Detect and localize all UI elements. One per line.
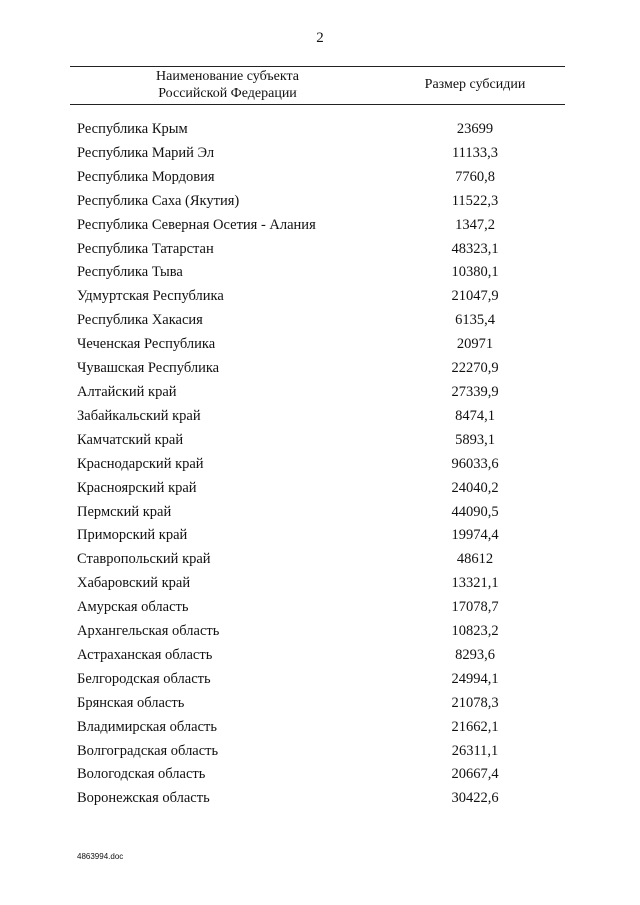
table-row <box>0 764 640 788</box>
region-name: Забайкальский край <box>77 407 201 424</box>
region-name: Владимирская область <box>77 718 217 735</box>
subsidy-amount: 44090,5 <box>451 503 499 520</box>
table-row <box>0 215 640 239</box>
column-header-region-name <box>70 68 385 102</box>
region-name: Амурская область <box>77 599 189 616</box>
region-name: Волгоградская область <box>77 742 219 759</box>
region-name: Ставропольский край <box>77 551 211 568</box>
table-row <box>0 645 640 669</box>
subsidy-amount: 10380,1 <box>451 264 499 281</box>
table-row <box>0 502 640 526</box>
region-name: Приморский край <box>77 527 188 544</box>
table-row <box>0 310 640 334</box>
table-row <box>0 358 640 382</box>
table-row <box>0 454 640 478</box>
region-name: Вологодская область <box>77 766 206 783</box>
subsidy-amount: 21662,1 <box>451 718 499 735</box>
subsidy-amount: 30422,6 <box>451 790 499 807</box>
subsidy-amount: 24994,1 <box>451 670 499 687</box>
document-footer-code: 4863994.doc <box>77 852 124 861</box>
table-row <box>0 382 640 406</box>
region-name: Воронежская область <box>77 790 210 807</box>
subsidy-amount: 27339,9 <box>451 383 499 400</box>
table-row <box>0 717 640 741</box>
region-name: Республика Хакасия <box>77 312 203 329</box>
column-header-region-name-line2: Российской Федерации <box>158 86 297 101</box>
subsidy-amount: 11133,3 <box>451 144 499 161</box>
subsidy-amount: 17078,7 <box>451 599 499 616</box>
subsidy-amount: 5893,1 <box>455 431 495 448</box>
subsidy-amount: 8474,1 <box>455 407 495 424</box>
region-name: Республика Тыва <box>77 264 183 281</box>
subsidy-amount: 48323,1 <box>451 240 499 257</box>
subsidy-amount: 19974,4 <box>451 527 499 544</box>
table-row <box>0 167 640 191</box>
table-row <box>0 741 640 765</box>
table-row <box>0 693 640 717</box>
subsidy-amount: 23699 <box>456 121 494 137</box>
table-header-top-rule <box>70 66 565 67</box>
subsidy-amount: 6135,4 <box>455 312 495 329</box>
region-name: Астраханская область <box>77 646 213 663</box>
region-name: Белгородская область <box>77 670 211 687</box>
table-row <box>0 669 640 693</box>
region-name: Удмуртская Республика <box>77 288 224 305</box>
subsidy-amount: 96033,6 <box>451 455 499 472</box>
table-row <box>0 549 640 573</box>
table-row <box>0 573 640 597</box>
table-row <box>0 788 640 812</box>
table-row <box>0 262 640 286</box>
region-name: Архангельская область <box>77 623 220 640</box>
region-name: Чеченская Республика <box>77 336 216 353</box>
subsidy-amount: 10823,2 <box>451 623 499 640</box>
subsidy-amount: 11522,3 <box>451 192 499 209</box>
region-name: Пермский край <box>77 503 172 520</box>
region-name: Камчатский край <box>77 431 184 448</box>
table-row <box>0 406 640 430</box>
table-header-bottom-rule <box>70 104 565 105</box>
subsidy-amount: 7760,8 <box>455 168 495 185</box>
table-row <box>0 525 640 549</box>
column-header-region-name-line1: Наименование субъекта <box>156 69 299 84</box>
table-row <box>0 334 640 358</box>
column-header-subsidy-amount: Размер субсидии <box>424 77 526 92</box>
subsidy-amount: 20667,4 <box>451 766 499 783</box>
table-row <box>0 597 640 621</box>
subsidy-amount: 13321,1 <box>451 575 499 592</box>
subsidy-amount: 20971 <box>456 336 494 353</box>
region-name: Алтайский край <box>77 383 177 400</box>
table-row <box>0 119 640 143</box>
subsidy-amount: 26311,1 <box>451 742 499 759</box>
table-row <box>0 621 640 645</box>
region-name: Республика Крым <box>77 121 188 137</box>
region-name: Республика Мордовия <box>77 168 215 185</box>
region-name: Чувашская Республика <box>77 360 220 377</box>
region-name: Хабаровский край <box>77 575 191 592</box>
table-row <box>0 191 640 215</box>
subsidy-table-body <box>0 119 640 812</box>
subsidy-amount: 8293,6 <box>455 646 495 663</box>
region-name: Брянская область <box>77 694 185 711</box>
subsidy-amount: 48612 <box>456 551 494 568</box>
table-row <box>0 430 640 454</box>
region-name: Республика Татарстан <box>77 240 214 257</box>
region-name: Красноярский край <box>77 479 197 496</box>
subsidy-amount: 1347,2 <box>455 216 495 233</box>
region-name: Краснодарский край <box>77 455 204 472</box>
subsidy-amount: 21078,3 <box>451 694 499 711</box>
subsidy-amount: 22270,9 <box>451 360 499 377</box>
subsidy-amount: 21047,9 <box>451 288 499 305</box>
table-row <box>0 478 640 502</box>
region-name: Республика Марий Эл <box>77 144 215 161</box>
region-name: Республика Саха (Якутия) <box>77 192 240 209</box>
region-name: Республика Северная Осетия - Алания <box>77 216 316 233</box>
table-row <box>0 239 640 263</box>
table-row <box>0 143 640 167</box>
subsidy-amount: 24040,2 <box>451 479 499 496</box>
table-row <box>0 286 640 310</box>
page-number: 2 <box>316 30 324 46</box>
